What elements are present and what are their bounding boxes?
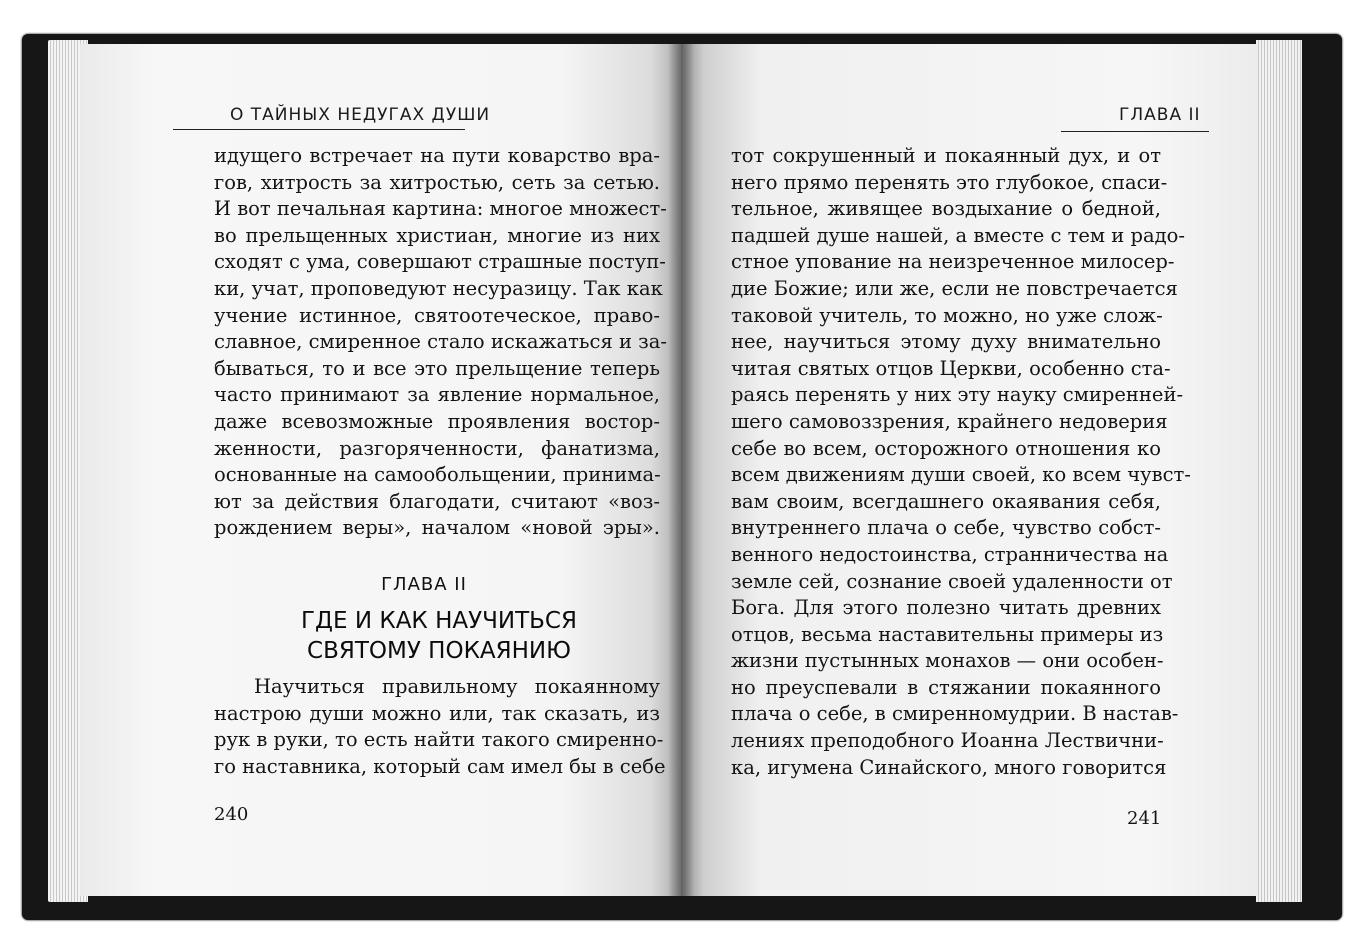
left-running-header: О ТАЙНЫХ НЕДУГАХ ДУШИ	[230, 105, 491, 125]
text-line: ка, игумена Синайского, много говорится	[731, 755, 1167, 779]
chapter-label: ГЛАВА II	[381, 574, 467, 595]
text-line: основанные на самообольщении, принима-	[214, 463, 661, 487]
text-line: рождением веры», началом «новой эры».	[214, 516, 660, 540]
text-line: тельное, живящее воздыхание о бедной,	[731, 197, 1161, 221]
right-page	[681, 44, 1258, 896]
text-line: Бога. Для этого полезно читать древних	[731, 596, 1161, 620]
text-line: таковой учитель, то можно, но уже слож-	[731, 303, 1163, 327]
text-line: нее, научиться этому духу внимательно	[731, 330, 1161, 354]
text-line: И вот печальная картина: многое множест-	[214, 197, 667, 221]
text-line: даже всевозможные проявления востор-	[214, 409, 660, 433]
chapter-title-line: ГДЕ И КАК НАУЧИТЬСЯ	[301, 608, 577, 634]
left-body-text-after-title	[214, 674, 666, 780]
book-gutter	[668, 44, 694, 896]
left-body-text	[214, 143, 667, 542]
text-line: земле сей, сознание своей удаленности от	[731, 569, 1173, 593]
text-line: внутреннего плача о себе, чувство собст-	[731, 516, 1161, 540]
text-line: учение истинное, святоотеческое, право-	[214, 303, 660, 327]
text-line: го наставника, который сам имел бы в себе	[214, 754, 666, 778]
chapter-title	[214, 606, 664, 666]
text-line: гов, хитрость за хитростью, сеть за сетью.	[214, 170, 660, 194]
page-edges-right	[1256, 40, 1302, 902]
chapter-title-line: СВЯТОМУ ПОКАЯНИЮ	[307, 638, 571, 664]
text-line: ют за действия благодати, считают «воз-	[214, 489, 660, 513]
text-line: отцов, весьма наставительны примеры из	[731, 622, 1164, 646]
text-line: шего самовоззрения, крайнего недоверия	[731, 409, 1168, 433]
text-line: рук в руки, то есть найти такого смиренно-	[214, 728, 664, 752]
text-line: часто принимают за явление нормальное,	[214, 383, 660, 407]
text-line: стное упование на неизреченное милосер-	[731, 250, 1175, 274]
text-line: ки, учат, проповедуют несуразицу. Так как	[214, 276, 663, 300]
text-line: женности, разгоряченности, фанатизма,	[214, 436, 660, 460]
left-header-rule	[173, 129, 465, 130]
left-page	[80, 44, 681, 896]
text-line: лениях преподобного Иоанна Лествични-	[731, 729, 1164, 753]
text-line: всем движениям души своей, ко всем чувст-	[731, 463, 1191, 487]
text-line: славное, смиренное стало искажаться и за-	[214, 330, 667, 354]
text-line: Научиться правильному покаянному	[254, 675, 660, 698]
text-line: плача о себе, в смиренномудрии. В настав-	[731, 702, 1179, 726]
text-line: падшей душе нашей, а вместе с тем и радо-	[731, 223, 1185, 247]
text-line: во прельщенных христиан, многие из них	[214, 223, 660, 247]
right-body-text	[731, 143, 1191, 781]
text-line: венного недостоинства, странничества на	[731, 542, 1169, 566]
text-line: жизни пустынных монахов — они особен-	[731, 649, 1164, 673]
text-line: но преуспевали в стяжании покаянного	[731, 675, 1161, 699]
text-line: настрою души можно или, так сказать, из	[214, 701, 660, 725]
left-page-number: 240	[214, 804, 249, 825]
right-page-number: 241	[1127, 808, 1162, 829]
text-line: читая святых отцов Церкви, особенно ста-	[731, 356, 1171, 380]
right-header-rule	[1061, 131, 1209, 132]
text-line: идущего встречает на пути коварство вра-	[214, 144, 660, 167]
text-line: вам своим, всегдашнего окаявания себя,	[731, 489, 1161, 513]
text-line: себе во всем, осторожного отношения ко	[731, 436, 1161, 460]
right-running-header: ГЛАВА II	[1119, 105, 1201, 125]
text-line: сходят с ума, совершают страшные поступ-	[214, 250, 666, 274]
text-line: него прямо перенять это глубокое, спаси-	[731, 170, 1168, 194]
text-line: раясь перенять у них эту науку смиренней-	[731, 383, 1184, 407]
text-line: тот сокрушенный и покаянный дух, и от	[731, 144, 1161, 167]
text-line: дие Божие; или же, если не повстречается	[731, 276, 1178, 300]
text-line: бываться, то и все это прельщение теперь	[214, 356, 660, 380]
